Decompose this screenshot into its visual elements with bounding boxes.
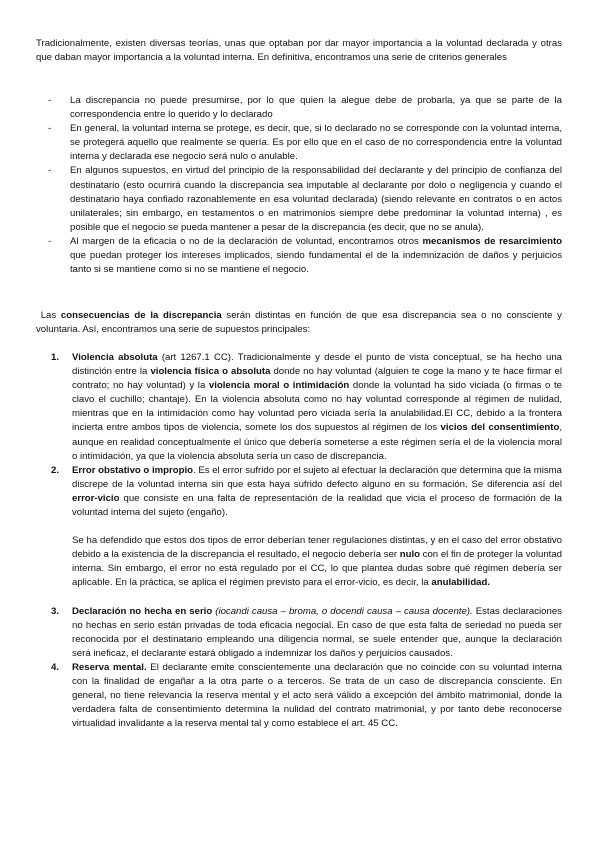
criteria-list bbox=[36, 94, 562, 277]
item-number: 3. bbox=[51, 605, 60, 617]
dash-bullet: - bbox=[48, 123, 52, 135]
criteria-item bbox=[36, 164, 562, 234]
criteria-item bbox=[36, 235, 562, 277]
supuesto-title: Error obstativo o impropio bbox=[72, 464, 193, 476]
bold-term: nulo bbox=[399, 549, 420, 561]
supuesto-text bbox=[72, 464, 562, 520]
bold-term: violencia física o absoluta bbox=[150, 366, 271, 378]
supuesto-text bbox=[72, 661, 562, 731]
criteria-item bbox=[36, 122, 562, 164]
supuesto-title: Violencia absoluta bbox=[72, 352, 158, 363]
supuesto-item bbox=[36, 605, 562, 661]
text-run: con el fin de proteger la voluntad interna. Sin embargo, el error no está regulado por el CC, lo que plantea dudas sobre qué régimen debería ser aplicable. En la práctica, se aplica el régimen previsto para el error-vicio, es decir, la bbox=[72, 549, 562, 589]
text-run: (art 1267.1 CC). Tradicionalmente y desde el punto de vista conceptual, se ha hecho una distinción entre la bbox=[72, 352, 562, 378]
bold-term: vicios del consentimiento bbox=[440, 422, 560, 434]
bold-term: mecanismos de resarcimiento bbox=[422, 235, 562, 247]
text-run: Se ha defendido que estos dos tipos de error deberían tener regulaciones distintas, y en el caso del error obstativo debido a la existencia de la discrepancia el resultado, el negocio debería ser bbox=[72, 535, 562, 561]
criteria-text: En general, la voluntad interna se protege, es decir, que, si lo declarado no se corresponde con la voluntad interna, se protegerá aquello que realmente se quería. Es por ello que en el caso de no correspondencia entre la voluntad interna y declarada ese negocio será nulo o anulable. bbox=[70, 123, 562, 163]
consecuencias-paragraph bbox=[36, 309, 562, 337]
text-run: que puedan proteger los intereses implicados, siendo fundamental el de la indemnización de daños y perjuicios tanto si se mantiene como si no se mantiene el negocio. bbox=[70, 250, 562, 276]
intro-paragraph: Tradicionalmente, existen diversas teorías, unas que optaban por dar mayor importancia a la voluntad declarada y otras que daban mayor importancia a la voluntad interna. En definitiva, encontramos una serie de criterios generales bbox=[36, 38, 562, 64]
text-run: Al margen de la eficacia o no de la declaración de voluntad, encontramos otros bbox=[70, 235, 423, 247]
criteria-text bbox=[70, 235, 562, 277]
supuesto-item bbox=[36, 661, 562, 731]
dash-bullet: - bbox=[48, 235, 52, 247]
item-number: 1. bbox=[51, 352, 60, 363]
text-run: donde la voluntad ha sido viciada (o firmas o te clavo el cuchillo; chantaje). En la violencia absoluta como no hay voluntad corresponde al régimen de nulidad, mientras que en la intimidación como hay voluntad pero viciada sería la anulabilidad.El CC, debido a la frontera incierta entre ambos tipos de violencia, somete los dos supuestos al régimen de los bbox=[72, 380, 562, 434]
item-number: 4. bbox=[51, 661, 60, 673]
text-run: Las bbox=[40, 310, 61, 321]
supuesto-title: Reserva mental. bbox=[72, 661, 147, 673]
supuesto-text bbox=[72, 351, 562, 464]
text-run: que consiste en una falta de representación de la realidad que vicia el proceso de formación de la voluntad interna del sujeto (engaño). bbox=[72, 492, 562, 519]
bold-term: anulabilidad. bbox=[431, 577, 491, 589]
supuesto-item bbox=[36, 464, 562, 591]
italic-term: (iocandi causa – broma, o docendi causa – causa docente). bbox=[212, 605, 473, 617]
spacer bbox=[36, 591, 562, 605]
supuesto-text bbox=[72, 605, 562, 661]
supuesto-text-second-paragraph bbox=[72, 534, 562, 590]
text-run: serán distintas en función de que esa discrepancia sea o no consciente y voluntaria. Así, encontramos una serie de supuestos principales: bbox=[36, 310, 562, 336]
dash-bullet: - bbox=[48, 95, 52, 106]
text-run: . Es el error sufrido por el sujeto al efectuar la declaración que determina que la misma discrepe de la voluntad interna sin que esta haya sufrido defecto alguno en su formación. Se diferencia así del bbox=[72, 464, 563, 490]
supuestos-list bbox=[36, 351, 562, 731]
bold-term: error-vicio bbox=[72, 492, 120, 504]
text-run: El declarante emite conscientemente una declaración que no coincide con su voluntad interna con la finalidad de engañar a la otra parte o a terceros. Se trata de un caso de discrepancia consciente. En general, no tiene relevancia la reserva mental y el acto será válido a excepción del ámbito matrimonial, donde la verdadera falta de consentimiento determina la nulidad del contrato matrimonial, y por tanto debe reconocerse virtualidad invalidante a la reserva mental tal y como establece el art. 45 CC. bbox=[72, 661, 562, 730]
text-run: Estas declaraciones no hechas en serio están privadas de toda eficacia negocial. En caso de que esta falta de seriedad no pueda ser reconocida por el destinatario empleando una diligencia normal, se suele entender que, aunque la declaración será ineficaz, el declarante estará obligado a indemnizar los daños y perjuicios causados. bbox=[72, 605, 562, 659]
supuesto-item bbox=[36, 351, 562, 464]
bold-term: consecuencias de la discrepancia bbox=[60, 310, 222, 321]
bold-term: violencia moral o intimidación bbox=[208, 380, 350, 392]
criteria-text: La discrepancia no puede presumirse, por lo que quien la alegue debe de probarla, ya que se parte de la correspondencia entre lo querido y lo declarado bbox=[70, 95, 562, 121]
supuesto-title: Declaración no hecha en serio bbox=[72, 605, 213, 617]
item-number: 2. bbox=[51, 464, 60, 476]
text-run: donde no hay voluntad (alguien te coge la mano y te hace firmar el contrato; no hay voluntad) y la bbox=[72, 366, 562, 392]
criteria-text: En algunos supuestos, en virtud del principio de la responsabilidad del declarante y del principio de confianza del destinatario (esto ocurrirá cuando la discrepancia sea imputable al declarante por dolo o negligencia y cuando el destinatario haya confiado razonablemente en esa voluntad declarada) (siendo relevante en contratos o en actos unilaterales; sin embargo, en testamentos o en matrimonios siempre debe predominar la voluntad interna) , es posible que el negocio se pueda mantener a pesar de la discrepancia (es decir, que no se anula). bbox=[70, 165, 562, 233]
dash-bullet: - bbox=[48, 165, 52, 177]
text-run: , aunque en realidad conceptualmente el único que debería someterse a este régimen sería el de la violencia moral o intimidación, ya que la violencia absoluta sería un caso de discrepancia. bbox=[72, 422, 562, 462]
criteria-item bbox=[36, 94, 562, 122]
